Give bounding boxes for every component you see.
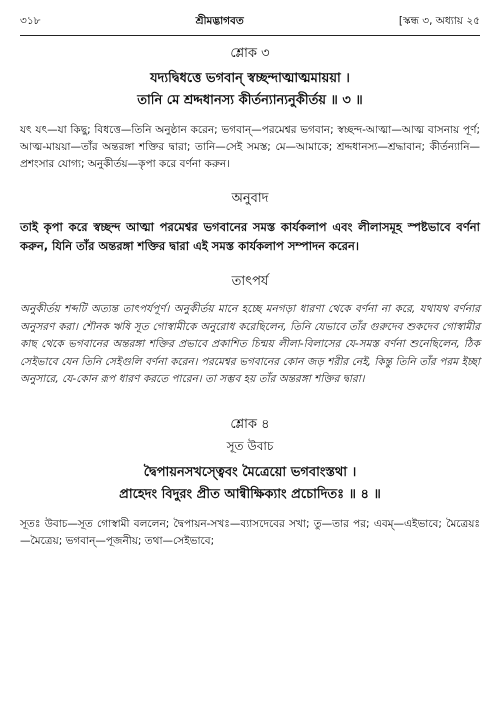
purport-text: অনুকীর্তয় শব্দটি অত্যন্ত তাৎপর্যপূর্ণ। অনুকীর্তয় মানে হচ্ছে মনগড়া ধারণা থেকে বর্ণনা না করে, যথাযথ বর্ণনার অনুসরণ করা। শৌনক ঋষি সূত গোস্বামীকে অনুরোধ করেছিলেন, তিনি যেভাবে তাঁর গুরুদেব শুকদেব গোস্বামীর কাছ থেকে ভগবানের অন্তরঙ্গা শক্তির প্রভাবে প্রকাশিত চিন্ময় লীলা-বিলাসের যে-সমস্ত বর্ণনা শুনেছিলেন, ঠিক সেইভাবে যেন তিনি সেইগুলি বর্ণনা করেন। পরমেশ্বর ভগবানের কোন জড় শরীর নেই, কিন্তু তিনি তাঁর পরম ইচ্ছা অনুসারে, যে-কোন রূপ ধারণ করতে পারেন। তা সম্ভব হয় তাঁর অন্তরঙ্গা শক্তির দ্বারা। <box>20 303 480 385</box>
page-header <box>20 14 480 31</box>
purport-heading: তাৎপর্য <box>231 274 269 289</box>
verse-4-speaker: সূত উবাচ <box>226 438 274 453</box>
verse-3-heading: শ্লোক ৩ <box>230 46 270 61</box>
page <box>20 14 480 550</box>
book-title: শ্রীমদ্ভাগবত <box>195 15 244 27</box>
verse-4-synonyms: সূতঃ উবাচ—সূত গোস্বামী বললেন; দ্বৈপায়ন-সখঃ—ব্যাসদেবের সখা; তু—তার পর; এবম্—এইভাবে; মৈত্রেয়ঃ—মৈত্রেয়; ভগবান্—পূজনীয়; তথা—সেইভাবে; <box>20 517 480 547</box>
translation-text: তাই কৃপা করে স্বচ্ছন্দ আত্মা পরমেশ্বর ভগবানের সমস্ত কার্যকলাপ এবং লীলাসমূহ স্পষ্টভাবে বর্ণনা করুন, যিনি তাঁর অন্তরঙ্গা শক্তির দ্বারা এই সমস্ত কার্যকলাপ সম্পাদন করেন। <box>20 220 480 253</box>
verse-3-line-1: যদ্যদ্বিধত্তে ভগবান্ স্বচ্ছন্দাত্মাত্মমায়য়া । <box>150 71 350 86</box>
canto-chapter: [স্কন্ধ ৩, অধ্যায় ২৫ <box>398 15 480 27</box>
header-divider <box>20 35 480 36</box>
translation-heading: অনুবাদ <box>231 191 269 206</box>
verse-4-line-2: প্রাহেদং বিদুরং প্রীত আন্বীক্ষিক্যাং প্রচোদিতঃ ॥ ৪ ॥ <box>119 486 381 502</box>
verse-3-synonyms: যৎ যৎ—যা কিছু; বিধত্তে—তিনি অনুষ্ঠান করেন; ভগবান্—পরমেশ্বর ভগবান; স্বচ্ছন্দ-আত্মা—আত্ম বাসনায় পূর্ণ; আত্ম-মায়য়া—তাঁর অন্তরঙ্গা শক্তির দ্বারা; তানি—সেই সমস্ত; মে—আমাকে; শ্রদ্দধানস্য—শ্রদ্ধাবান; কীর্তন্যানি—প্রশংসার যোগ্য; অনুকীর্তয়—কৃপা করে বর্ণনা করুন। <box>20 124 480 170</box>
page-number: ৩১৮ <box>20 15 41 27</box>
verse-4-line-1: দ্বৈপায়নসখস্ত্বেবং মৈত্রেয়ো ভগবাংস্তথা । <box>143 464 357 480</box>
verse-3-line-2: তানি মে শ্রদ্দধানস্য কীর্তন্যান্যনুকীর্তয় ॥ ৩ ॥ <box>137 93 363 108</box>
verse-4-heading: শ্লোক ৪ <box>230 416 270 432</box>
